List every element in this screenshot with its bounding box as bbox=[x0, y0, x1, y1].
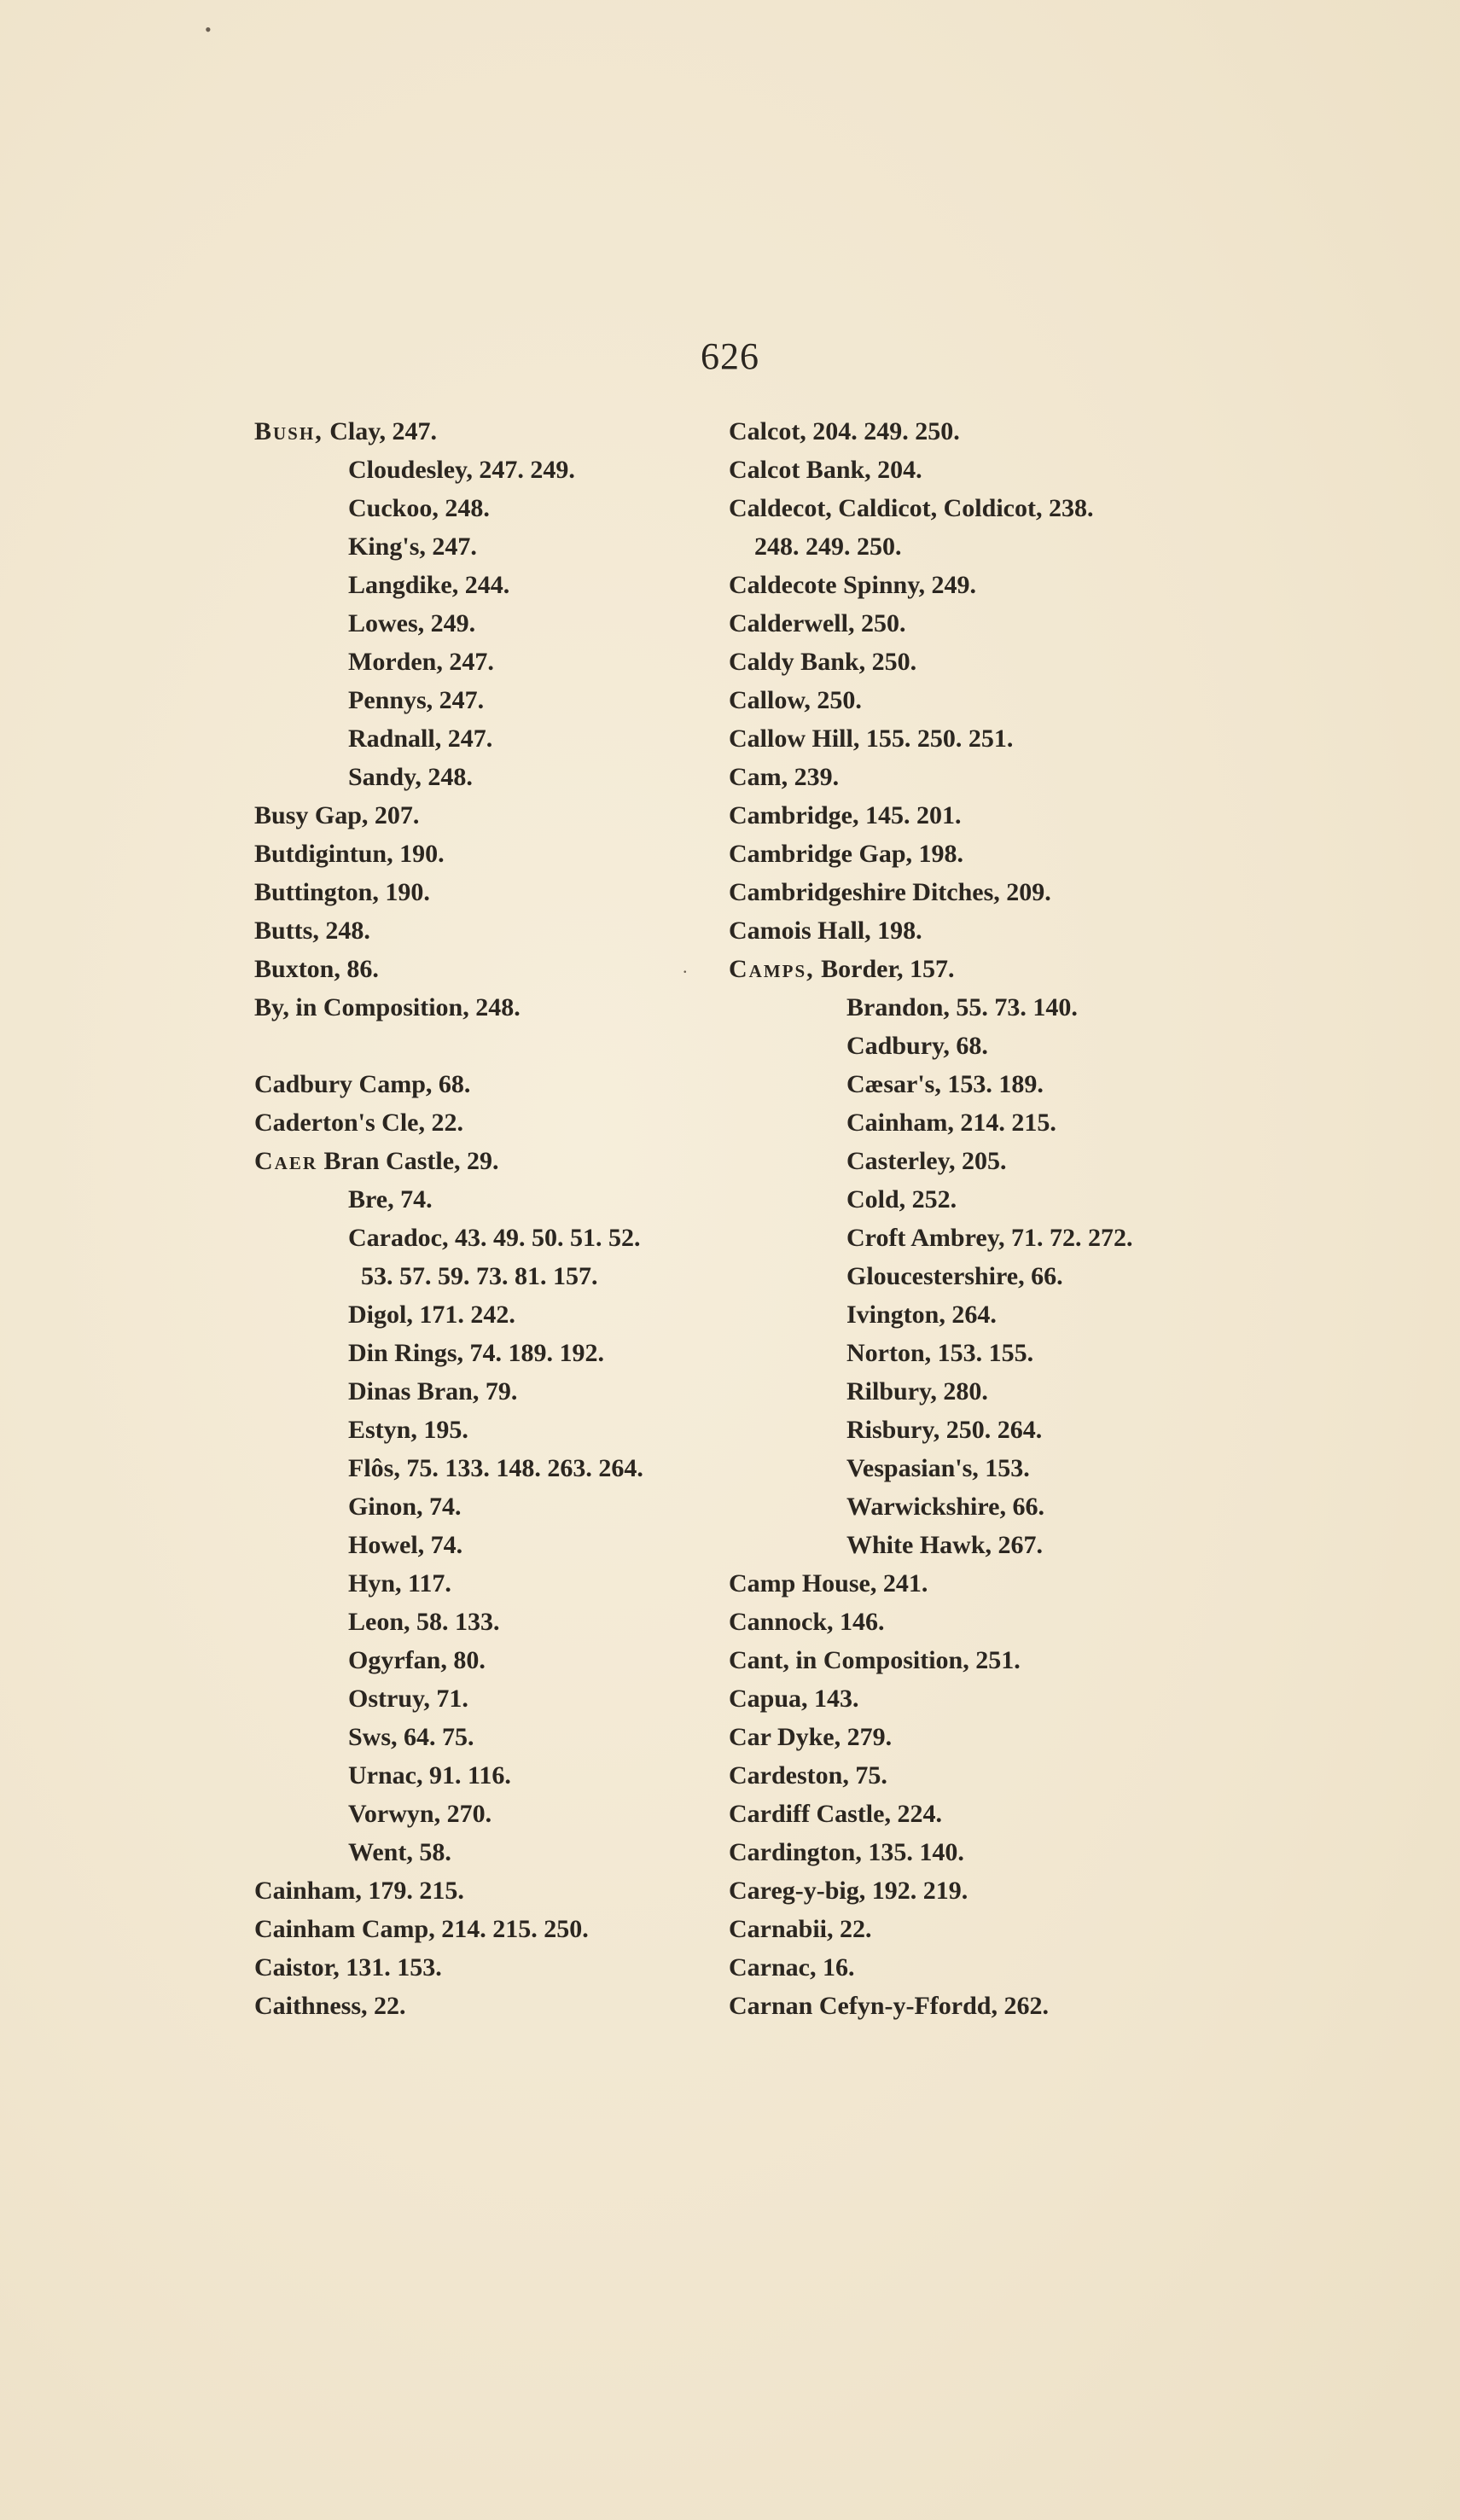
index-subentry: Cold, 252. bbox=[846, 1185, 957, 1213]
index-subentry: King's, 247. bbox=[348, 533, 477, 561]
index-subentry: Flôs, 75. 133. 148. 263. 264. bbox=[348, 1454, 643, 1482]
index-subentry: Cadbury, 68. bbox=[846, 1032, 988, 1060]
index-entry: Cam, 239. bbox=[729, 763, 840, 791]
index-entry: Cadbury Camp, 68. bbox=[254, 1070, 471, 1098]
index-entry: Cant, in Composition, 251. bbox=[729, 1646, 1021, 1674]
index-subentry: Radnall, 247. bbox=[348, 725, 493, 753]
index-subentry: Cæsar's, 153. 189. bbox=[846, 1070, 1044, 1098]
index-entry: Caldecote Spinny, 249. bbox=[729, 571, 977, 599]
index-entry: Butts, 248. bbox=[254, 917, 370, 945]
index-entry: Callow, 250. bbox=[729, 686, 862, 714]
index-entry: Bush, Clay, 247. bbox=[254, 417, 438, 445]
index-subentry: Vespasian's, 153. bbox=[846, 1454, 1030, 1482]
index-subentry: Urnac, 91. 116. bbox=[348, 1761, 511, 1790]
index-continuation: 53. 57. 59. 73. 81. 157. bbox=[361, 1262, 598, 1290]
index-subentry: Warwickshire, 66. bbox=[846, 1493, 1044, 1521]
index-entry: Cardiff Castle, 224. bbox=[729, 1800, 942, 1828]
index-entry: Caldy Bank, 250. bbox=[729, 648, 917, 676]
index-entry: Buxton, 86. bbox=[254, 955, 379, 983]
index-subentry: Sws, 64. 75. bbox=[348, 1723, 474, 1751]
index-subentry: Ogyrfan, 80. bbox=[348, 1646, 486, 1674]
index-subentry: Digol, 171. 242. bbox=[348, 1301, 515, 1329]
index-subentry: White Hawk, 267. bbox=[846, 1531, 1044, 1559]
index-subentry: Bre, 74. bbox=[348, 1185, 433, 1213]
index-subentry: Lowes, 249. bbox=[348, 609, 476, 637]
index-entry: Carnac, 16. bbox=[729, 1953, 855, 1982]
index-entry: Cannock, 146. bbox=[729, 1608, 885, 1636]
index-entry: Cardington, 135. 140. bbox=[729, 1838, 964, 1866]
index-entry: Camp House, 241. bbox=[729, 1569, 928, 1598]
index-subentry: Caradoc, 43. 49. 50. 51. 52. bbox=[348, 1224, 641, 1252]
index-subentry: Norton, 153. 155. bbox=[846, 1339, 1034, 1367]
page-speck: • bbox=[205, 19, 212, 40]
index-subentry: Estyn, 195. bbox=[348, 1416, 468, 1444]
index-subentry: Howel, 74. bbox=[348, 1531, 463, 1559]
index-subentry: Gloucestershire, 66. bbox=[846, 1262, 1063, 1290]
entry-lead: Bush, bbox=[254, 417, 323, 445]
index-entry: By, in Composition, 248. bbox=[254, 993, 521, 1021]
index-entry: Cambridge, 145. 201. bbox=[729, 801, 962, 829]
page-number: 626 bbox=[701, 335, 759, 377]
index-entry: Busy Gap, 207. bbox=[254, 801, 420, 829]
index-entry: Callow Hill, 155. 250. 251. bbox=[729, 725, 1014, 753]
index-subentry: Din Rings, 74. 189. 192. bbox=[348, 1339, 605, 1367]
index-subentry: Pennys, 247. bbox=[348, 686, 485, 714]
index-subentry: Casterley, 205. bbox=[846, 1147, 1007, 1175]
index-entry: Buttington, 190. bbox=[254, 878, 430, 906]
index-subentry: Morden, 247. bbox=[348, 648, 494, 676]
index-entry: Carnabii, 22. bbox=[729, 1915, 872, 1943]
index-subentry: Sandy, 248. bbox=[348, 763, 473, 791]
index-subentry: Rilbury, 280. bbox=[846, 1377, 988, 1405]
index-entry: Butdigintun, 190. bbox=[254, 840, 445, 868]
index-entry: Camois Hall, 198. bbox=[729, 917, 922, 945]
index-entry: Car Dyke, 279. bbox=[729, 1723, 893, 1751]
entry-lead: Caer bbox=[254, 1147, 318, 1175]
index-subentry: Risbury, 250. 264. bbox=[846, 1416, 1043, 1444]
index-subentry: Went, 58. bbox=[348, 1838, 451, 1866]
bullet-mark: . bbox=[683, 956, 688, 977]
index-entry: Cambridge Gap, 198. bbox=[729, 840, 964, 868]
index-subentry: Brandon, 55. 73. 140. bbox=[846, 993, 1078, 1021]
index-subentry: Ginon, 74. bbox=[348, 1493, 462, 1521]
index-entry: Cainham Camp, 214. 215. 250. bbox=[254, 1915, 589, 1943]
index-entry: Caistor, 131. 153. bbox=[254, 1953, 442, 1982]
index-entry: Caderton's Cle, 22. bbox=[254, 1109, 463, 1137]
index-subentry: Cuckoo, 248. bbox=[348, 494, 490, 522]
index-entry: Careg-y-big, 192. 219. bbox=[729, 1877, 968, 1905]
index-entry: Cardeston, 75. bbox=[729, 1761, 887, 1790]
index-entry: Calderwell, 250. bbox=[729, 609, 906, 637]
index-continuation: 248. 249. 250. bbox=[754, 533, 902, 561]
entry-lead: Camps, bbox=[729, 955, 815, 983]
index-subentry: Croft Ambrey, 71. 72. 272. bbox=[846, 1224, 1133, 1252]
index-subentry: Cloudesley, 247. 249. bbox=[348, 456, 575, 484]
index-entry: Carnan Cefyn-y-Ffordd, 262. bbox=[729, 1992, 1049, 2020]
index-entry: Caldecot, Caldicot, Coldicot, 238. bbox=[729, 494, 1094, 522]
index-entry: Camps, Border, 157. bbox=[729, 955, 955, 983]
index-entry: Cambridgeshire Ditches, 209. bbox=[729, 878, 1051, 906]
index-entry: Caer Bran Castle, 29. bbox=[254, 1147, 499, 1175]
index-subentry: Cainham, 214. 215. bbox=[846, 1109, 1056, 1137]
index-entry: Calcot Bank, 204. bbox=[729, 456, 922, 484]
index-subentry: Vorwyn, 270. bbox=[348, 1800, 492, 1828]
index-subentry: Ivington, 264. bbox=[846, 1301, 997, 1329]
index-subentry: Dinas Bran, 79. bbox=[348, 1377, 518, 1405]
index-subentry: Hyn, 117. bbox=[348, 1569, 451, 1598]
index-entry: Calcot, 204. 249. 250. bbox=[729, 417, 960, 445]
index-subentry: Leon, 58. 133. bbox=[348, 1608, 500, 1636]
index-entry: Capua, 143. bbox=[729, 1685, 859, 1713]
index-subentry: Ostruy, 71. bbox=[348, 1685, 468, 1713]
index-entry: Cainham, 179. 215. bbox=[254, 1877, 464, 1905]
index-entry: Caithness, 22. bbox=[254, 1992, 406, 2020]
index-subentry: Langdike, 244. bbox=[348, 571, 510, 599]
